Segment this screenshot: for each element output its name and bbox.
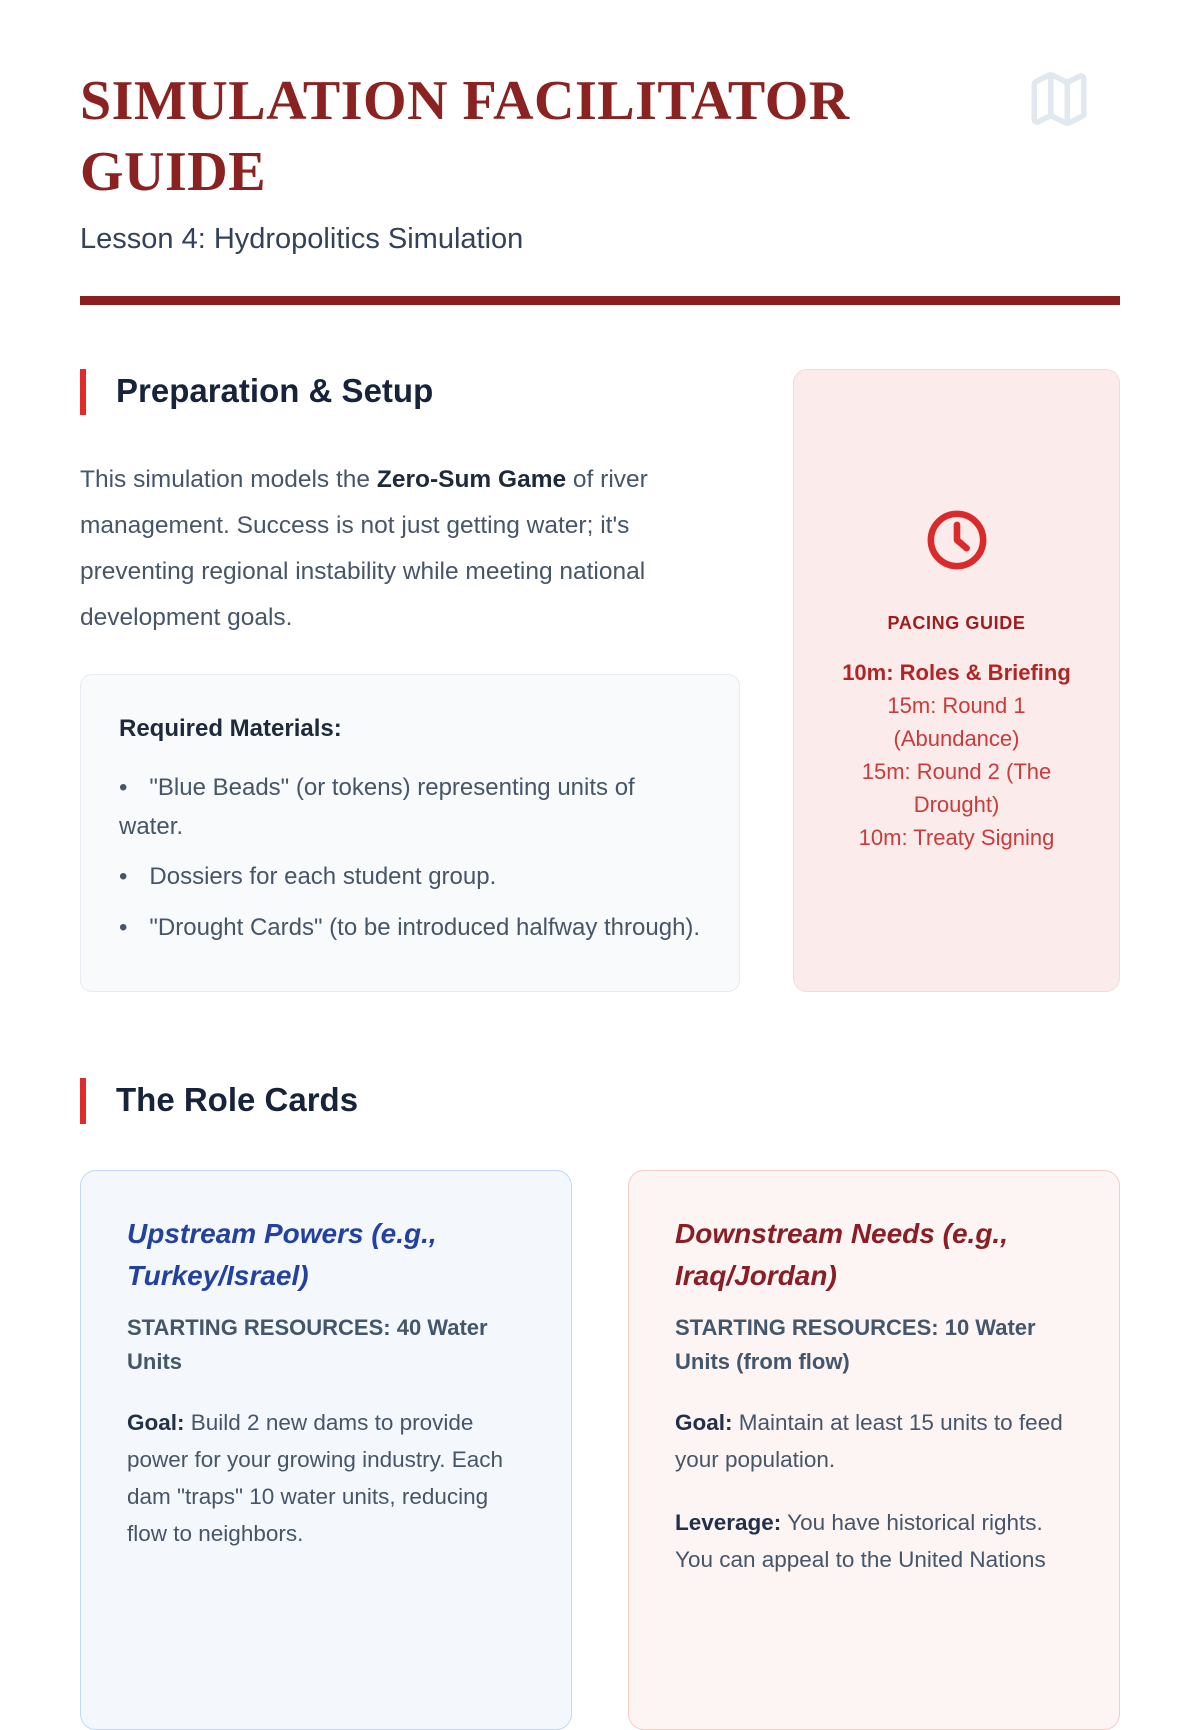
page-title-line-2: GUIDE bbox=[80, 140, 267, 203]
materials-list-item: • "Drought Cards" (to be introduced halfway through). bbox=[119, 909, 701, 947]
required-materials-list bbox=[119, 769, 701, 947]
preparation-intro-paragraph bbox=[80, 457, 740, 640]
downstream-leverage-text: You have historical rights. You can appeal to the United Nations bbox=[675, 1509, 1046, 1572]
section-preparation bbox=[80, 369, 1120, 992]
preparation-main-column bbox=[80, 369, 740, 992]
downstream-goal-paragraph bbox=[675, 1405, 1073, 1479]
required-materials-title: Required Materials: bbox=[119, 715, 342, 743]
pacing-guide-label: PACING GUIDE bbox=[887, 613, 1026, 633]
section-role-cards bbox=[80, 1078, 1120, 1730]
role-card-downstream bbox=[628, 1170, 1120, 1730]
intro-text-post: of river management. Success is not just getting water; it's preventing regional instability while meeting national development goals. bbox=[80, 466, 648, 631]
clock-icon bbox=[924, 507, 990, 573]
intro-text-bold: Zero-Sum Game bbox=[376, 466, 567, 494]
pacing-guide-items bbox=[834, 656, 1079, 854]
pacing-item: 15m: Round 1 (Abundance) bbox=[887, 693, 1026, 751]
role-cards-heading-label: The Role Cards bbox=[116, 1080, 359, 1118]
downstream-card-title: Downstream Needs (e.g., Iraq/Jordan) bbox=[675, 1217, 1008, 1291]
page-subtitle: Lesson 4: Hydropolitics Simulation bbox=[80, 223, 524, 256]
pacing-item: 10m: Treaty Signing bbox=[858, 825, 1055, 850]
header-divider bbox=[80, 296, 1120, 305]
upstream-card-title: Upstream Powers (e.g., Turkey/Israel) bbox=[127, 1217, 437, 1291]
pacing-item: 15m: Round 2 (The Drought) bbox=[861, 759, 1052, 817]
page-title-line-1: SIMULATION FACILITATOR bbox=[80, 70, 850, 132]
required-materials-box bbox=[80, 674, 740, 992]
downstream-goal-label: Goal: bbox=[675, 1410, 733, 1436]
upstream-goal-paragraph bbox=[127, 1405, 525, 1553]
pacing-guide-box bbox=[793, 369, 1120, 992]
downstream-goal-text: Maintain at least 15 units to feed your population. bbox=[675, 1410, 1063, 1472]
preparation-heading bbox=[80, 369, 740, 415]
downstream-leverage-label: Leverage: bbox=[675, 1509, 782, 1535]
pacing-item: 10m: Roles & Briefing bbox=[842, 660, 1071, 685]
materials-list-item: • Dossiers for each student group. bbox=[119, 858, 701, 896]
map-icon bbox=[1026, 66, 1092, 132]
upstream-goal-label: Goal: bbox=[127, 1410, 185, 1436]
role-cards-heading bbox=[80, 1078, 1120, 1124]
role-card-upstream bbox=[80, 1170, 572, 1730]
downstream-starting-resources: STARTING RESOURCES: 10 Water Units (from flow) bbox=[675, 1314, 1036, 1374]
intro-text-pre: This simulation models the bbox=[80, 466, 377, 494]
doc-header bbox=[80, 0, 1120, 256]
upstream-starting-resources: STARTING RESOURCES: 40 Water Units bbox=[127, 1314, 488, 1374]
materials-list-item: • "Blue Beads" (or tokens) representing units of water. bbox=[119, 769, 701, 846]
preparation-heading-label: Preparation & Setup bbox=[116, 372, 434, 410]
upstream-goal-text: Build 2 new dams to provide power for your growing industry. Each dam "traps" 10 water units, reducing flow to neighbors. bbox=[127, 1410, 504, 1546]
role-cards-grid bbox=[80, 1170, 1120, 1730]
downstream-leverage-paragraph bbox=[675, 1505, 1073, 1579]
page-title bbox=[80, 66, 1120, 207]
